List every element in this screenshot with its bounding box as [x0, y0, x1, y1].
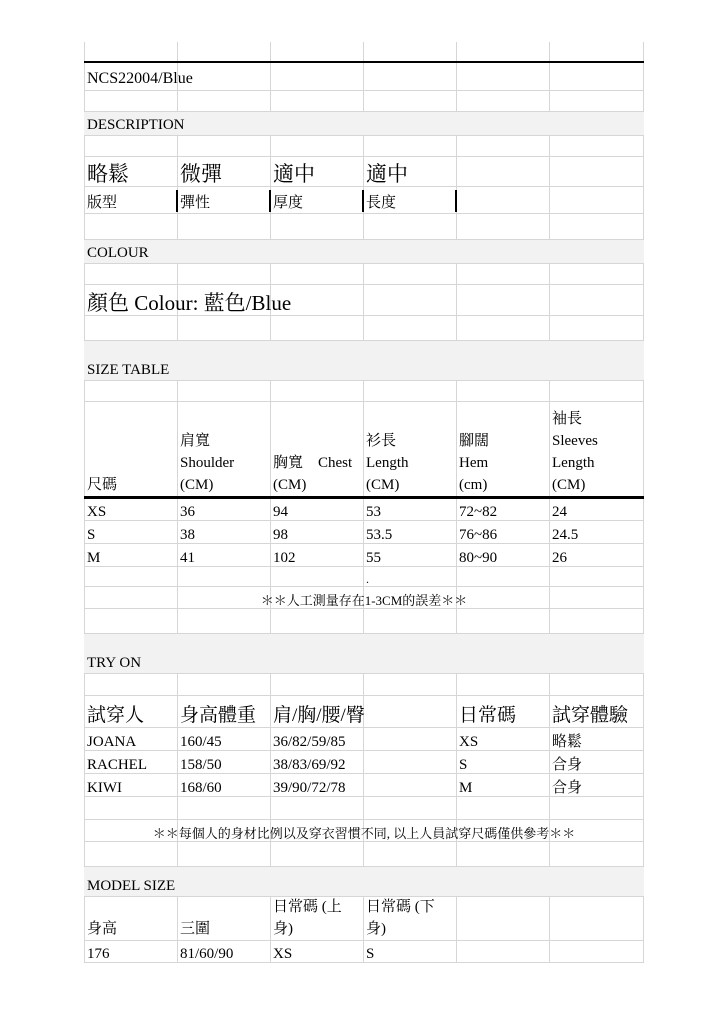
size-note-row	[84, 587, 644, 609]
hem-cell: 80~90	[459, 549, 498, 566]
model-height-value: 176	[87, 945, 110, 962]
measurements-header: 肩/胸/腰/臀	[273, 705, 365, 727]
empty-row	[84, 797, 644, 820]
shoulder-header-unit: (CM)	[180, 477, 214, 493]
model-top-size-value: XS	[273, 945, 293, 962]
size-row	[84, 544, 644, 567]
model-top-size-header	[270, 897, 363, 940]
hem-header-en: Hem	[459, 455, 489, 471]
fit-experience-cell: 合身	[552, 756, 583, 773]
fit-experience-header: 試穿體驗	[552, 705, 629, 727]
model-bottom-size-label: 日常碼 (下	[366, 899, 435, 915]
product-row	[84, 63, 644, 91]
sleeve-cell: 24	[552, 503, 567, 520]
chest-cell: 98	[273, 526, 288, 543]
usual-size-cell: S	[459, 756, 468, 773]
hem-cell: 76~86	[459, 526, 498, 543]
description-section	[84, 112, 644, 136]
chest-cell: 102	[273, 549, 296, 566]
size-cell: S	[87, 526, 96, 543]
model-measurements-header	[177, 897, 270, 940]
measurements-cell: 38/83/69/92	[273, 756, 346, 773]
sleeve-cell: 26	[552, 549, 567, 566]
measurements-cell: 36/82/59/85	[273, 733, 346, 750]
sleeve-header-zh: 袖長	[552, 411, 583, 427]
size-table-section	[84, 341, 644, 381]
divider-mark	[455, 190, 457, 212]
colour-text: 顏色 Colour: 藍色/Blue	[87, 290, 292, 315]
empty-row	[84, 91, 644, 112]
shoulder-cell: 38	[180, 526, 195, 543]
model-measurements-label: 三圍	[180, 921, 211, 937]
model-height-label: 身高	[87, 921, 118, 937]
shoulder-cell: 41	[180, 549, 195, 566]
model-bottom-size-value: S	[366, 945, 375, 962]
length-header	[363, 402, 456, 496]
empty-row	[84, 214, 644, 240]
model-top-size-label: 日常碼 (上	[273, 899, 342, 915]
chest-header	[270, 402, 363, 496]
tester-name: KIWI	[87, 779, 122, 796]
length-header-zh: 衫長	[366, 433, 397, 449]
model-size-header-row	[84, 897, 644, 941]
shoulder-header-zh: 肩寬	[180, 433, 211, 449]
try-on-note: ＊＊每個人的身材比例以及穿衣習慣不同, 以上人員試穿尺碼僅供參考＊＊	[152, 825, 576, 841]
elasticity-label: 彈性	[180, 194, 211, 211]
hem-header	[456, 402, 549, 496]
empty-row	[84, 674, 644, 696]
thickness-value: 適中	[273, 161, 315, 186]
shoulder-cell: 36	[180, 503, 195, 520]
hem-cell: 72~82	[459, 503, 498, 520]
colour-heading: COLOUR	[87, 244, 149, 261]
empty-row	[84, 264, 644, 285]
chest-header-unit: (CM)	[273, 477, 307, 493]
size-cell: XS	[87, 503, 107, 520]
length-cell: 53.5	[366, 526, 393, 543]
model-bottom-size-label-2: 身)	[366, 921, 386, 937]
description-labels-row	[84, 187, 644, 214]
height-weight-header: 身高體重	[180, 705, 257, 727]
sleeve-header-en: Sleeves	[552, 433, 598, 449]
model-size-heading: MODEL SIZE	[87, 877, 176, 894]
try-on-row	[84, 728, 644, 751]
usual-size-cell: M	[459, 779, 473, 796]
empty-row	[84, 609, 644, 634]
fit-experience-cell: 合身	[552, 779, 583, 796]
empty-row	[84, 42, 644, 62]
hem-header-unit: (cm)	[459, 477, 488, 493]
size-row	[84, 499, 644, 521]
fit-label: 版型	[87, 194, 118, 211]
model-top-size-label-2: 身)	[273, 921, 293, 937]
length-header-en: Length	[366, 455, 409, 471]
try-on-header-row	[84, 696, 644, 728]
shoulder-header	[177, 402, 270, 496]
length-label: 長度	[366, 194, 397, 211]
try-on-section	[84, 634, 644, 674]
try-on-note-row	[84, 820, 644, 842]
product-code: NCS22004/Blue	[87, 70, 193, 88]
try-on-row	[84, 751, 644, 774]
empty-row	[84, 316, 644, 341]
description-values-row	[84, 157, 644, 187]
colour-section	[84, 240, 644, 264]
usual-size-cell: XS	[459, 733, 479, 750]
size-cell: M	[87, 549, 101, 566]
sleeve-header	[549, 402, 643, 496]
measurements-cell: 39/90/72/78	[273, 779, 346, 796]
divider-mark	[176, 190, 178, 212]
sleeve-header-unit: (CM)	[552, 477, 586, 493]
empty-row	[84, 136, 644, 157]
usual-size-header: 日常碼	[459, 705, 517, 727]
sleeve-header-en-2: Length	[552, 455, 595, 471]
sleeve-cell: 24.5	[552, 526, 579, 543]
try-on-row	[84, 774, 644, 797]
model-size-section	[84, 867, 644, 897]
chest-cell: 94	[273, 503, 288, 520]
height-weight-cell: 158/50	[180, 756, 222, 773]
size-header-label: 尺碼	[87, 477, 118, 493]
divider-mark	[269, 190, 271, 212]
size-table-heading: SIZE TABLE	[87, 361, 170, 378]
fit-experience-cell: 略鬆	[552, 733, 583, 750]
tester-name: JOANA	[87, 733, 137, 750]
divider-mark	[362, 190, 364, 212]
length-value: 適中	[366, 161, 408, 186]
dot-row	[84, 567, 644, 587]
hem-header-zh: 腳闊	[459, 433, 490, 449]
size-table-header-row	[84, 402, 644, 497]
length-header-unit: (CM)	[366, 477, 400, 493]
height-weight-cell: 160/45	[180, 733, 222, 750]
shoulder-header-en: Shoulder	[180, 455, 235, 471]
stray-dot: .	[366, 571, 369, 586]
length-cell: 55	[366, 549, 381, 566]
empty-row	[84, 381, 644, 402]
model-bottom-size-header	[363, 897, 456, 940]
model-measurements-value: 81/60/90	[180, 945, 234, 962]
try-on-heading: TRY ON	[87, 654, 142, 671]
height-weight-cell: 168/60	[180, 779, 222, 796]
description-heading: DESCRIPTION	[87, 116, 185, 133]
model-height-header	[84, 897, 177, 940]
model-size-row	[84, 941, 644, 963]
tester-name: RACHEL	[87, 756, 147, 773]
fit-value: 略鬆	[87, 161, 129, 186]
measurement-note: ＊＊人工測量存在1-3CM的誤差＊＊	[260, 592, 468, 608]
size-row	[84, 521, 644, 544]
size-header	[84, 402, 177, 496]
length-cell: 53	[366, 503, 381, 520]
tester-header: 試穿人	[87, 705, 145, 727]
empty-row	[84, 842, 644, 867]
elasticity-value: 微彈	[180, 161, 222, 186]
thickness-label: 厚度	[273, 194, 304, 211]
chest-header-label: 胸寬 Chest	[273, 455, 353, 471]
colour-row	[84, 285, 644, 316]
